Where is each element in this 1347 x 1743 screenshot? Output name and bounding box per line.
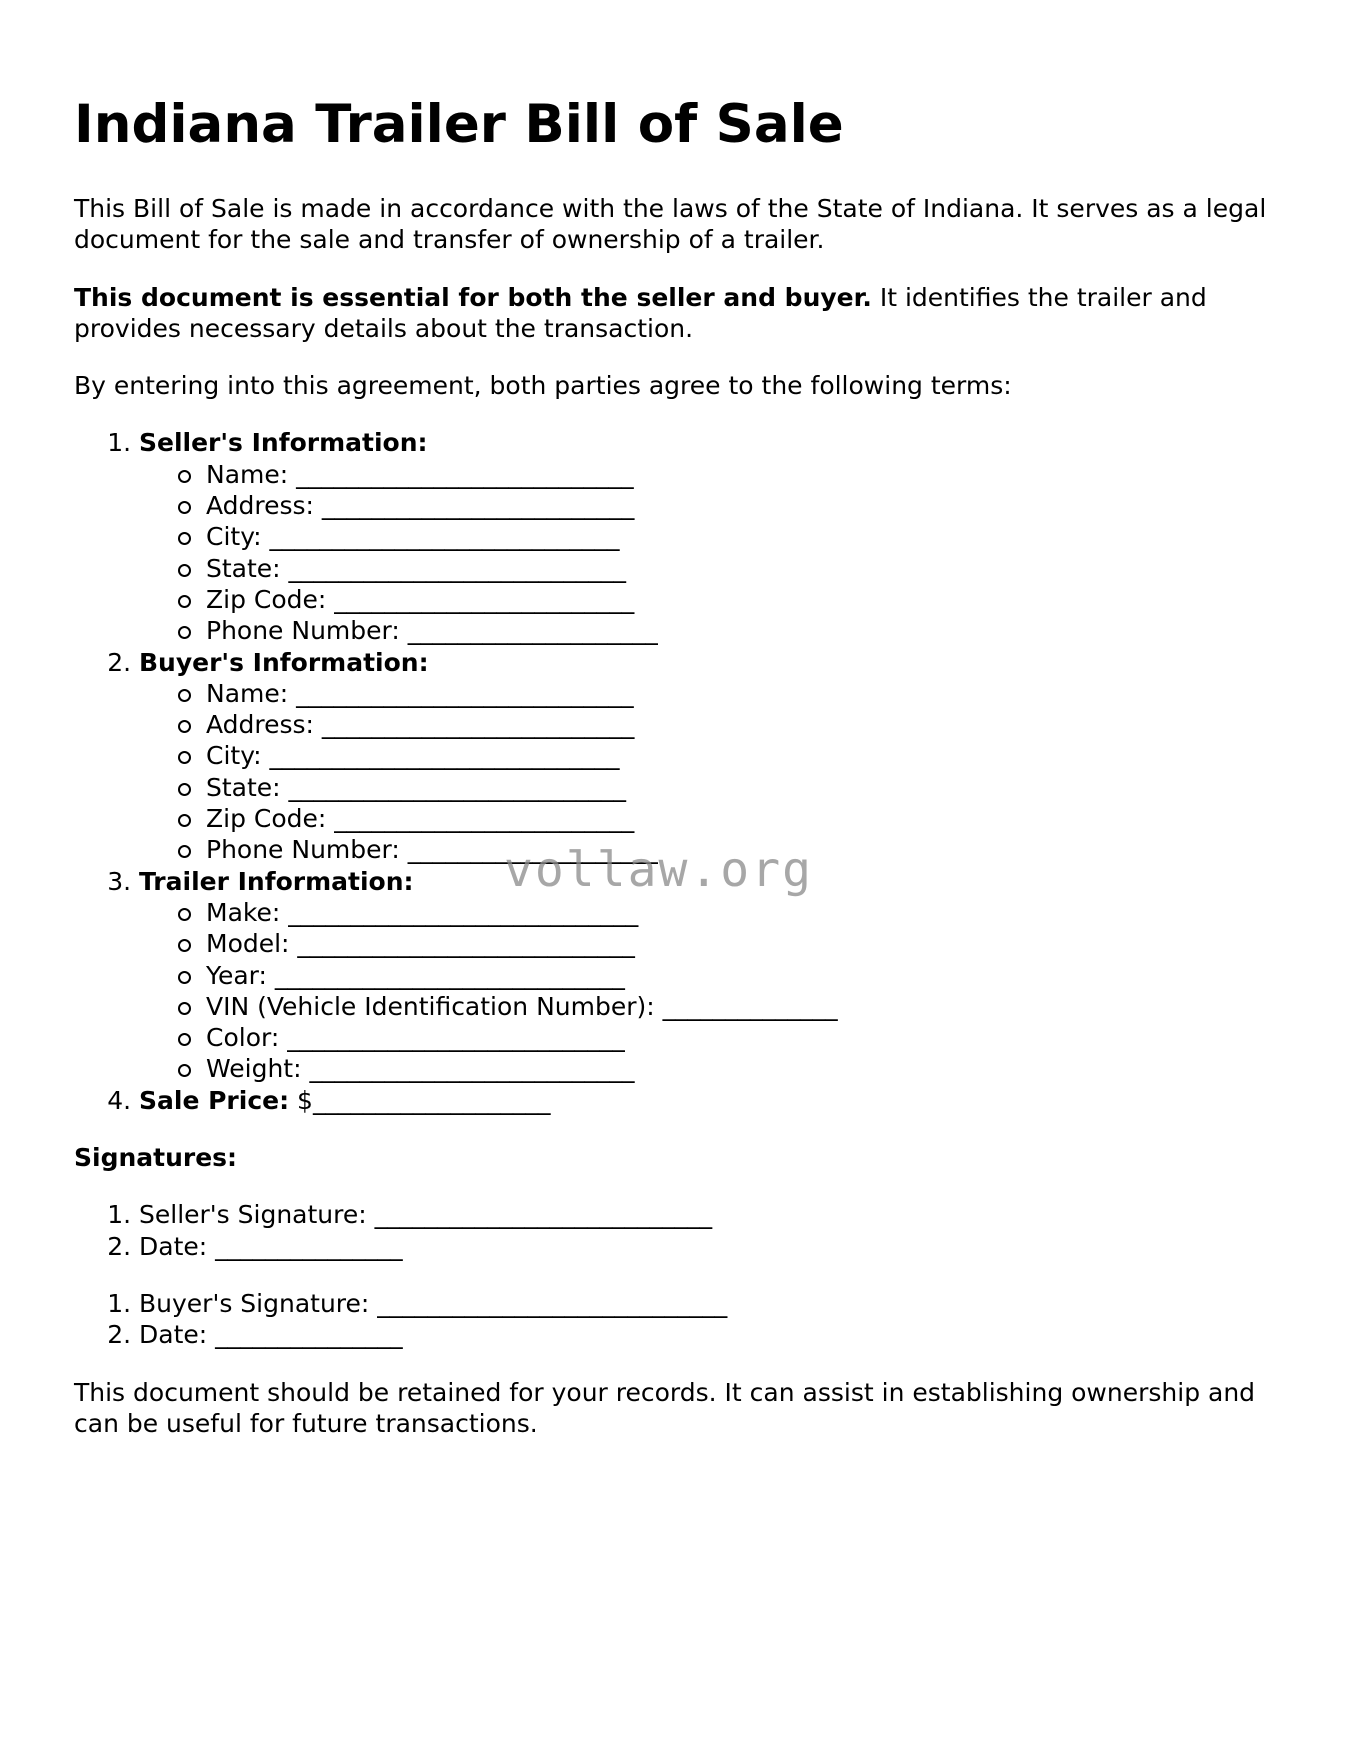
trailer-year-field[interactable]: Year: ____________________________ — [206, 960, 1294, 991]
signatures-heading-text: Signatures: — [74, 1143, 238, 1173]
buyer-zip-field[interactable]: Zip Code: ________________________ — [206, 803, 1294, 834]
closing-paragraph: This document should be retained for your records. It can assist in establishing ownership and can be useful for future transactions. — [74, 1377, 1256, 1438]
essential-paragraph — [74, 282, 1294, 345]
seller-name-field[interactable]: Name: ___________________________ — [206, 459, 1294, 490]
seller-date-field[interactable]: 2. Date: _______________ — [139, 1231, 1294, 1262]
seller-city-field[interactable]: City: ____________________________ — [206, 521, 1294, 552]
seller-state-field[interactable]: State: ___________________________ — [206, 553, 1294, 584]
trailer-vin-field[interactable]: VIN (Vehicle Identification Number): ______________ — [206, 991, 1294, 1022]
trailer-heading: Trailer Information: — [139, 866, 414, 896]
trailer-fields — [139, 897, 1294, 1085]
signatures-heading — [74, 1142, 1294, 1173]
trailer-weight-field[interactable]: Weight: __________________________ — [206, 1053, 1294, 1084]
buyer-city-field[interactable]: City: ____________________________ — [206, 740, 1294, 771]
buyer-section — [139, 647, 1294, 866]
intro-paragraph: This Bill of Sale is made in accordance with the laws of the State of Indiana. It serves as a legal document for the sale and transfer of ownership of a trailer. — [74, 194, 1267, 255]
trailer-model-field[interactable]: Model: ___________________________ — [206, 928, 1294, 959]
seller-fields — [139, 459, 1294, 647]
price-label: Sale Price: — [139, 1085, 290, 1115]
seller-signature-list — [74, 1199, 1294, 1262]
seller-signature-field[interactable]: 1. Seller's Signature: ___________________________ — [139, 1199, 1294, 1230]
document-body — [74, 193, 1294, 1465]
agreement-paragraph: By entering into this agreement, both parties agree to the following terms: — [74, 371, 1012, 401]
buyer-address-field[interactable]: Address: _________________________ — [206, 709, 1294, 740]
essential-rest-text: It identifies the trailer and provides necessary details about the transaction. — [74, 282, 1207, 343]
terms-list — [74, 427, 1294, 1116]
buyer-signature-field[interactable]: 1. Buyer's Signature: ____________________________ — [139, 1288, 1294, 1319]
watermark-text: vollaw.org — [504, 842, 813, 898]
buyer-date-field[interactable]: 2. Date: _______________ — [139, 1319, 1294, 1350]
buyer-heading: Buyer's Information: — [139, 647, 429, 677]
price-section — [139, 1085, 1294, 1116]
seller-heading: Seller's Information: — [139, 428, 428, 458]
seller-zip-field[interactable]: Zip Code: ________________________ — [206, 584, 1294, 615]
trailer-color-field[interactable]: Color: ___________________________ — [206, 1022, 1294, 1053]
seller-address-field[interactable]: Address: _________________________ — [206, 490, 1294, 521]
buyer-phone-field[interactable]: Phone Number: ____________________ — [206, 834, 1294, 865]
buyer-name-field[interactable]: Name: ___________________________ — [206, 678, 1294, 709]
essential-bold-text: This document is essential for both the seller and buyer. — [74, 282, 872, 312]
trailer-section — [139, 866, 1294, 1085]
seller-phone-field[interactable]: Phone Number: ____________________ — [206, 615, 1294, 646]
document-title: Indiana Trailer Bill of Sale — [74, 94, 844, 155]
buyer-fields — [139, 678, 1294, 866]
buyer-state-field[interactable]: State: ___________________________ — [206, 772, 1294, 803]
buyer-signature-list — [74, 1288, 1294, 1351]
trailer-make-field[interactable]: Make: ____________________________ — [206, 897, 1294, 928]
price-field[interactable]: $___________________ — [289, 1085, 551, 1115]
seller-section — [139, 427, 1294, 646]
